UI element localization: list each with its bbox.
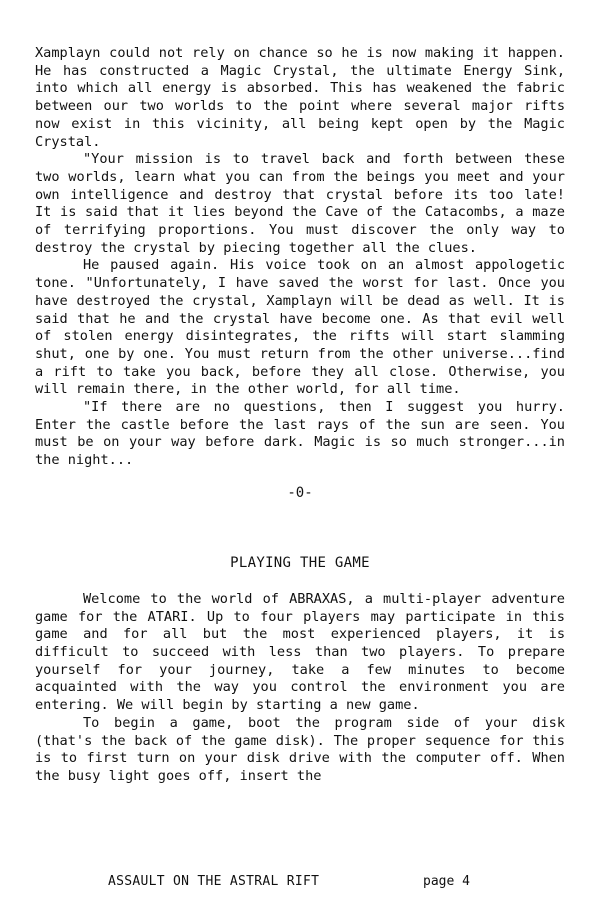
instructions-paragraph-1: Welcome to the world of ABRAXAS, a multi-player adventure game for the ATARI. Up to four players may participate in this game and for all but the most experienced players, it is difficult to succeed with less than two players. To prepare yourself for your journey, take a few minutes to become acquainted with the way you control the environment you are entering. We will begin by starting a new game.	[35, 590, 565, 714]
section-divider: -0-	[287, 484, 313, 501]
instructions-paragraph-2: To begin a game, boot the program side of your disk (that's the back of the game disk). The proper sequence for this is to first turn on your disk drive with the computer off. When the busy light goes off, insert the	[35, 714, 565, 784]
story-paragraph-1: Xamplayn could not rely on chance so he is now making it happen. He has constructed a Magic Crystal, the ultimate Energy Sink, into which all energy is absorbed. This has weakened the fabric between our two worlds to the point where several major rifts now exist in this vicinity, all being kept open by the Magic Crystal.	[35, 45, 565, 150]
footer-title: ASSAULT ON THE ASTRAL RIFT	[108, 874, 320, 889]
story-paragraph-2: "Your mission is to travel back and forth between these two worlds, learn what you can from the beings you meet and your own intelligence and destroy that crystal before its too late! It is said that it lies beyond the Cave of the Catacombs, a maze of terrifying proportions. You must discover the only way to destroy the crystal by piecing together all the clues.	[35, 151, 565, 256]
story-paragraph-3: He paused again. His voice took on an almost appologetic tone. "Unfortunately, I have saved the worst for last. Once you have destroyed the crystal, Xamplayn will be dead as well. It is said that he and the crystal have become one. As that evil well of stolen energy disintegrates, the rifts will start slamming shut, one by one. You must return from the other universe...find a rift to take you back, before they all close. Otherwise, you will remain there, in the other world, for all time.	[35, 257, 565, 398]
document-page	[35, 45, 565, 786]
page-number: page 4	[423, 874, 470, 889]
story-paragraph-4: "If there are no questions, then I suggest you hurry. Enter the castle before the last rays of the sun are seen. You must be on your way before dark. Magic is so much stronger...in the night...	[35, 399, 565, 469]
section-heading: PLAYING THE GAME	[230, 554, 370, 571]
